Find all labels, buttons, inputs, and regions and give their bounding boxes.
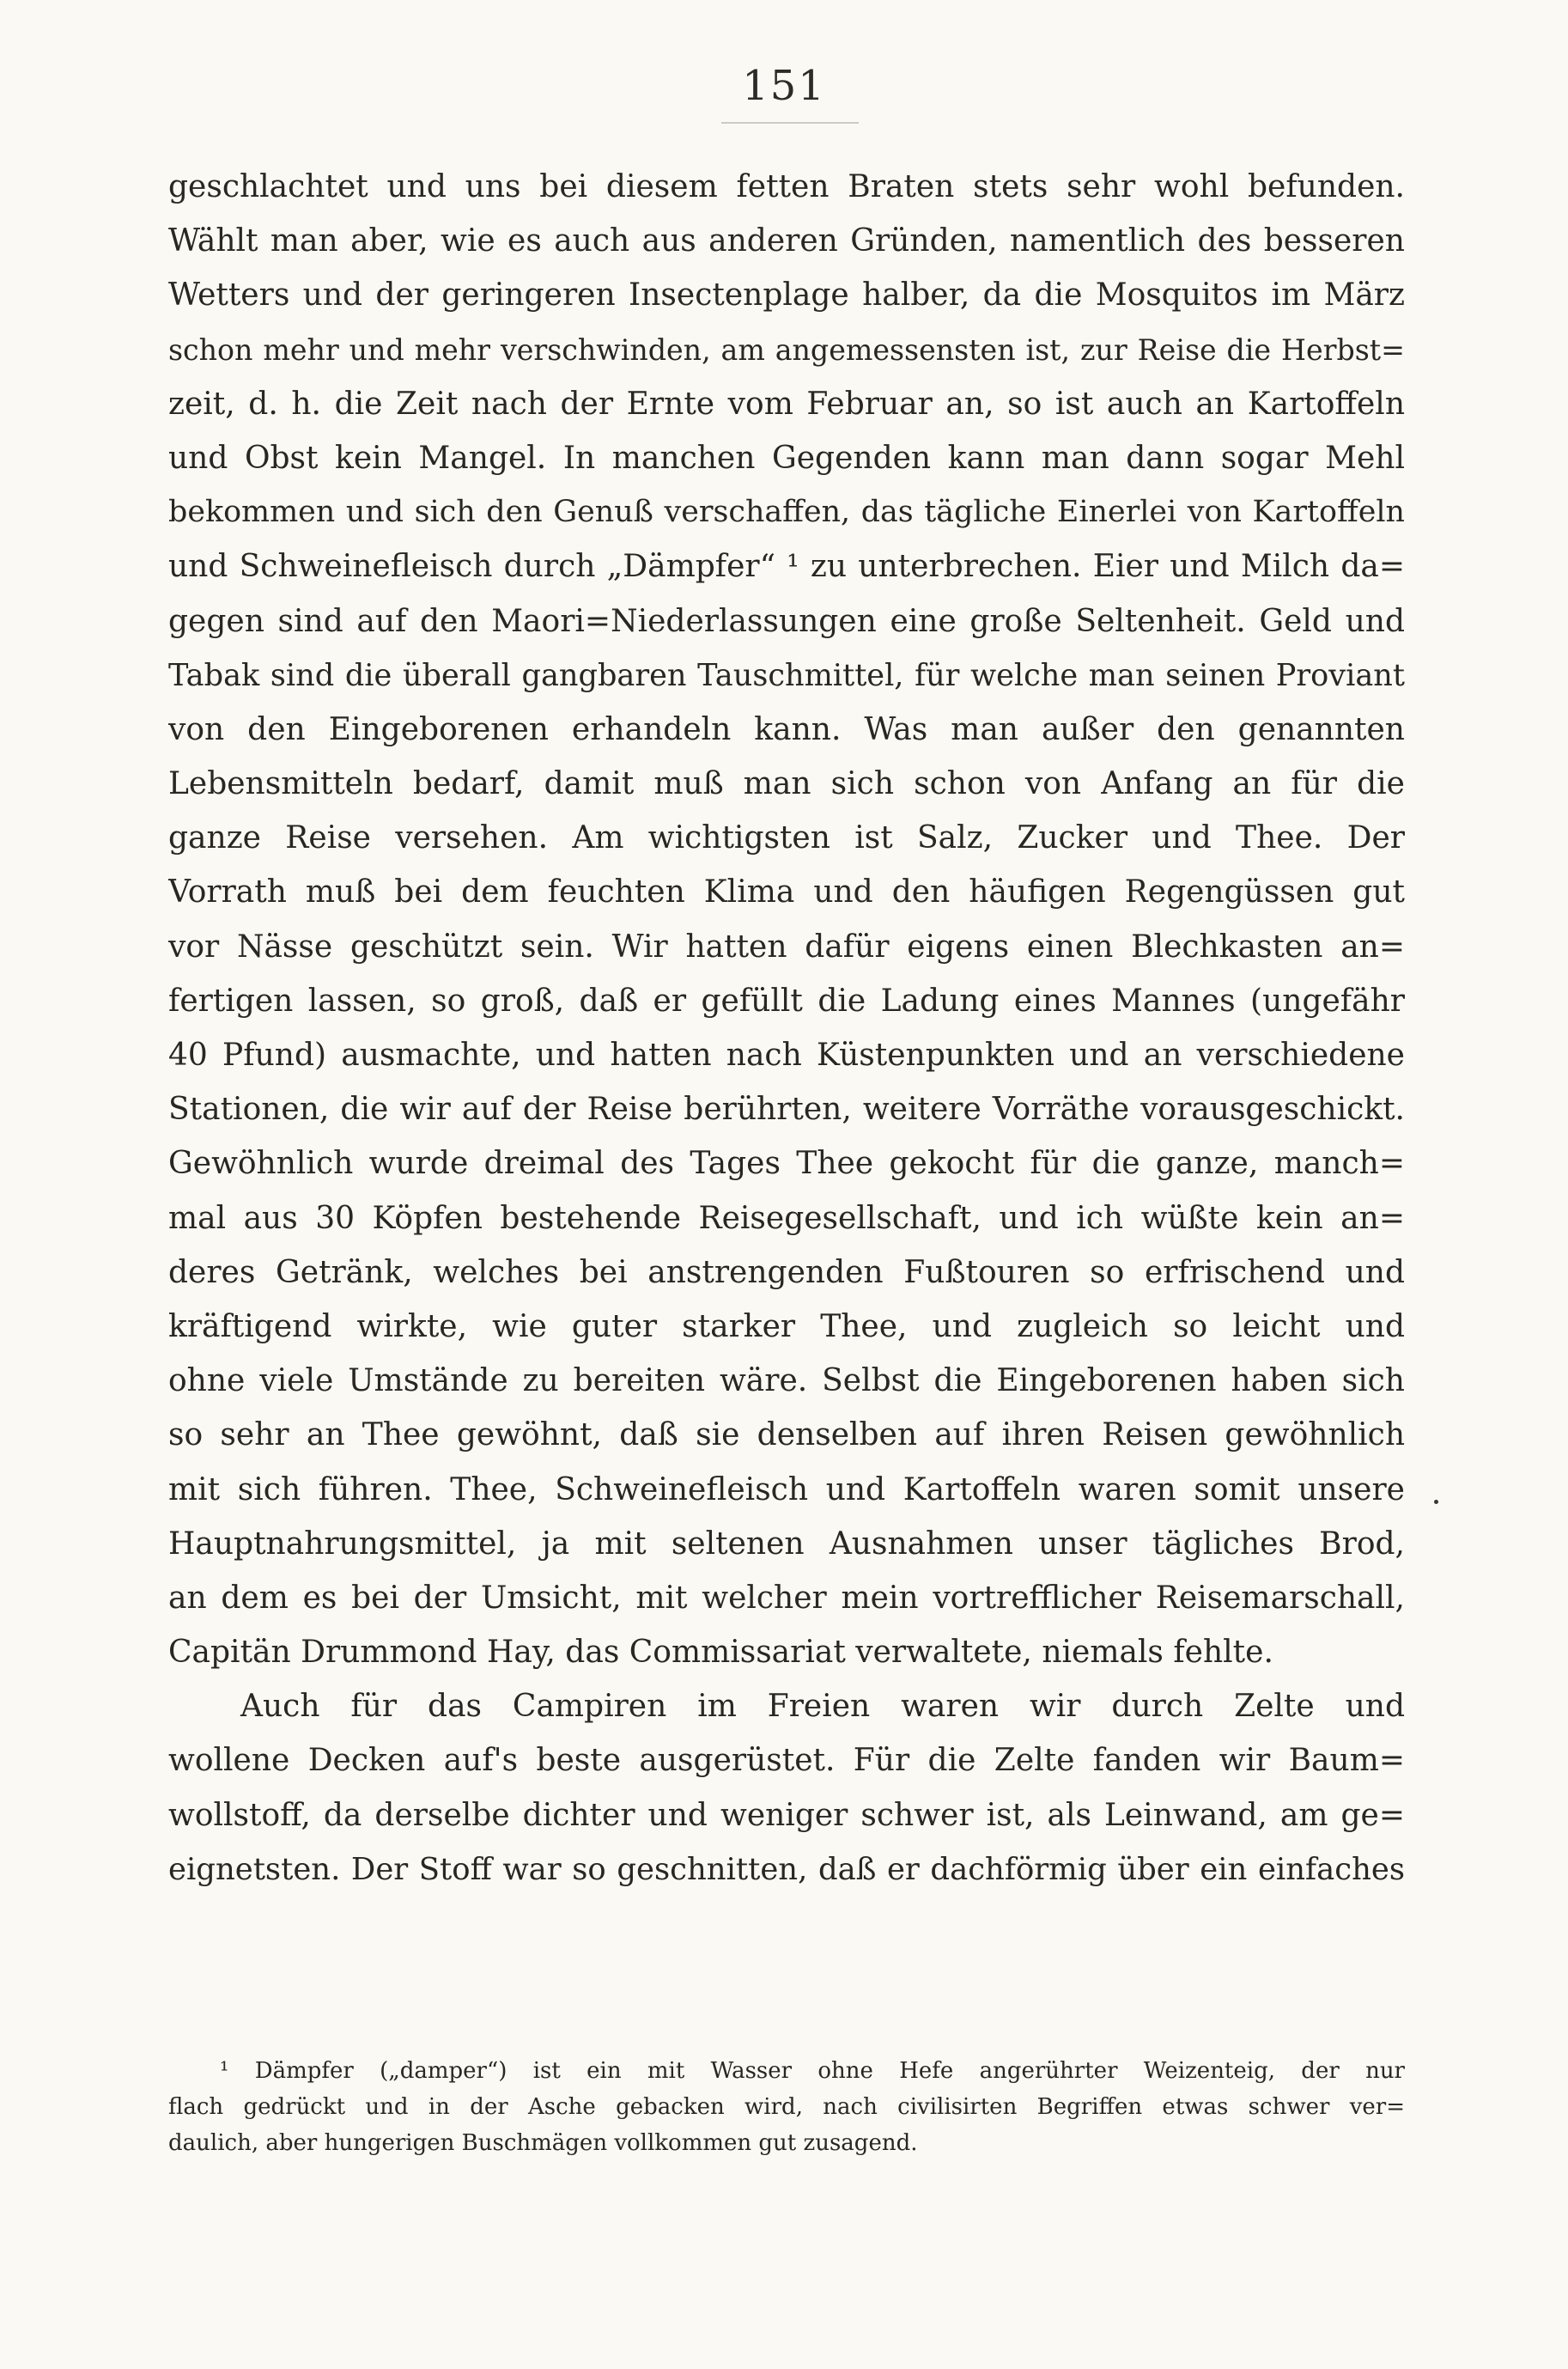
- text-line: Tabak sind die überall gangbaren Tauschmittel, für welche man seinen Proviant: [168, 657, 1405, 693]
- page-number: 151: [742, 62, 826, 110]
- body-text: [168, 160, 1405, 1897]
- text-line: gegen sind auf den Maori=Niederlassungen eine große Seltenheit. Geld und: [168, 603, 1405, 639]
- text-line: an dem es bei der Umsicht, mit welcher mein vortrefflicher Reisemarschall,: [168, 1580, 1405, 1616]
- text-line: wollstoff, da derselbe dichter und weniger schwer ist, als Leinwand, am ge=: [168, 1797, 1405, 1833]
- footnote-line: flach gedrückt und in der Asche gebacken wird, nach civilisirten Begriffen etwas schwer ver=: [168, 2094, 1405, 2120]
- text-line: vor Nässe geschützt sein. Wir hatten dafür eigens einen Blechkasten an=: [168, 929, 1405, 965]
- text-line: Wetters und der geringeren Insectenplage halber, da die Mosquitos im März: [168, 277, 1405, 314]
- text-line: Auch für das Campiren im Freien waren wir durch Zelte und: [240, 1689, 1405, 1725]
- text-line: von den Eingeborenen erhandeln kann. Was man außer den genannten: [168, 711, 1405, 747]
- text-line: so sehr an Thee gewöhnt, daß sie denselben auf ihren Reisen gewöhnlich: [168, 1417, 1405, 1453]
- text-line: Vorrath muß bei dem feuchten Klima und den häufigen Regengüssen gut: [168, 874, 1405, 910]
- footnote-line: ¹ Dämpfer („damper“) ist ein mit Wasser ohne Hefe angerührter Weizenteig, der nur: [220, 2058, 1405, 2084]
- text-line: mit sich führen. Thee, Schweinefleisch und Kartoffeln waren somit unsere: [168, 1471, 1405, 1507]
- text-line: mal aus 30 Köpfen bestehende Reisegesellschaft, und ich wüßte kein an=: [168, 1200, 1405, 1236]
- text-line: und Obst kein Mangel. In manchen Gegenden kann man dann sogar Mehl: [168, 440, 1405, 476]
- text-line: deres Getränk, welches bei anstrengenden Fußtouren so erfrischend und: [168, 1254, 1405, 1290]
- header-rule: [721, 122, 859, 124]
- text-line: ganze Reise versehen. Am wichtigsten ist Salz, Zucker und Thee. Der: [168, 820, 1405, 856]
- text-line: Wählt man aber, wie es auch aus anderen Gründen, namentlich des besseren: [168, 223, 1405, 259]
- margin-mark: [1434, 1500, 1438, 1504]
- text-line: geschlachtet und uns bei diesem fetten Braten stets sehr wohl befunden.: [168, 169, 1405, 204]
- text-line: Lebensmitteln bedarf, damit muß man sich schon von Anfang an für die: [168, 766, 1405, 802]
- text-line: fertigen lassen, so groß, daß er gefüllt die Ladung eines Mannes (ungefähr: [168, 983, 1405, 1019]
- text-line: Stationen, die wir auf der Reise berührten, weitere Vorräthe vorausgeschickt.: [168, 1092, 1405, 1128]
- text-line: Capitän Drummond Hay, das Commissariat verwaltete, niemals fehlte.: [168, 1635, 1273, 1671]
- text-line: Gewöhnlich wurde dreimal des Tages Thee gekocht für die ganze, manch=: [168, 1146, 1405, 1182]
- text-line: ohne viele Umstände zu bereiten wäre. Selbst die Eingeborenen haben sich: [168, 1363, 1405, 1399]
- text-line: zeit, d. h. die Zeit nach der Ernte vom Februar an, so ist auch an Kartoffeln: [168, 386, 1405, 422]
- text-line: bekommen und sich den Genuß verschaffen, das tägliche Einerlei von Kartoffeln: [168, 495, 1405, 530]
- text-line: wollene Decken auf's beste ausgerüstet. Für die Zelte fanden wir Baum=: [168, 1743, 1405, 1779]
- text-line: 40 Pfund) ausmachte, und hatten nach Küstenpunkten und an verschiedene: [168, 1038, 1405, 1073]
- footnote: [168, 2053, 1405, 2161]
- text-line: kräftigend wirkte, wie guter starker Thee, und zugleich so leicht und: [168, 1308, 1405, 1344]
- text-line: Hauptnahrungsmittel, ja mit seltenen Ausnahmen unser tägliches Brod,: [168, 1526, 1405, 1562]
- footnote-line: daulich, aber hungerigen Buschmägen vollkommen gut zusagend.: [168, 2130, 918, 2156]
- text-line: eignetsten. Der Stoff war so geschnitten, daß er dachförmig über ein einfaches: [168, 1851, 1405, 1887]
- text-line: und Schweinefleisch durch „Dämpfer“ ¹ zu unterbrechen. Eier und Milch da=: [168, 549, 1405, 585]
- text-line: schon mehr und mehr verschwinden, am angemessensten ist, zur Reise die Herbst=: [168, 332, 1405, 367]
